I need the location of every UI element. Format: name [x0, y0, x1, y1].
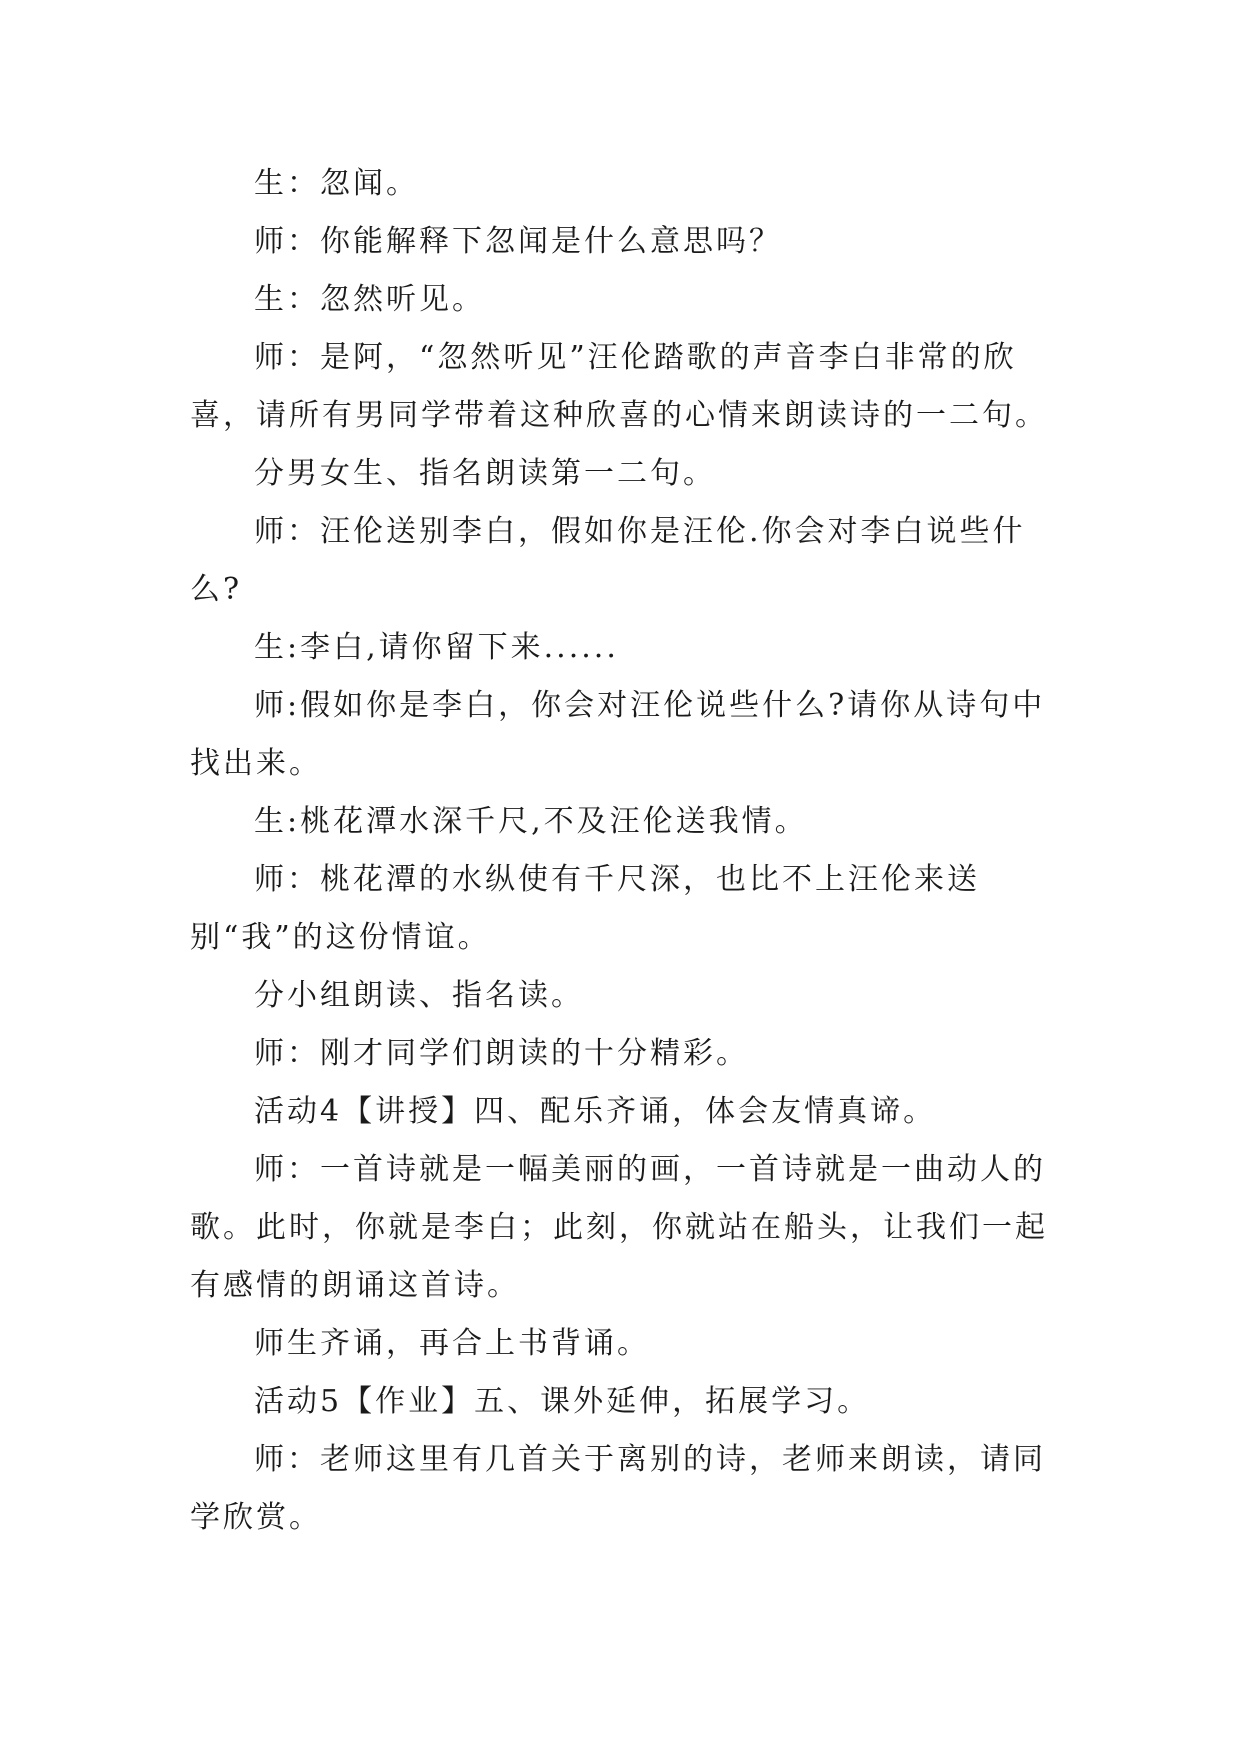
paragraph: 活动5【作业】五、课外延伸，拓展学习。 — [254, 1384, 871, 1419]
paragraph: 师：刚才同学们朗读的十分精彩。 — [254, 1036, 749, 1071]
paragraph: 师：汪伦送别李白，假如你是汪伦.你会对李白说些什么? — [190, 514, 1026, 607]
paragraph: 师生齐诵，再合上书背诵。 — [254, 1326, 650, 1361]
paragraph: 师：是阿，“忽然听见”汪伦踏歌的声音李白非常的欣喜，请所有男同学带着这种欣喜的心情来朗读诗的一二句。 — [190, 340, 1048, 433]
paragraph: 生：忽闻。 — [254, 166, 419, 201]
paragraph: 师：老师这里有几首关于离别的诗，老师来朗读，请同学欣赏。 — [190, 1442, 1046, 1535]
document-body — [190, 155, 1050, 1547]
paragraph: 活动4【讲授】四、配乐齐诵，体会友情真谛。 — [254, 1094, 937, 1129]
paragraph: 生:李白,请你留下来...... — [254, 630, 619, 665]
paragraph: 师：你能解释下忽闻是什么意思吗？ — [254, 224, 782, 259]
paragraph: 分小组朗读、指名读。 — [254, 978, 584, 1013]
paragraph: 师:假如你是李白，你会对汪伦说些什么?请你从诗句中找出来。 — [190, 688, 1046, 781]
paragraph: 生：忽然听见。 — [254, 282, 485, 317]
paragraph: 生:桃花潭水深千尺,不及汪伦送我情。 — [254, 804, 808, 839]
paragraph: 师：桃花潭的水纵使有千尺深，也比不上汪伦来送别“我”的这份情谊。 — [190, 862, 980, 955]
paragraph: 分男女生、指名朗读第一二句。 — [254, 456, 716, 491]
paragraph: 师：一首诗就是一幅美丽的画，一首诗就是一曲动人的歌。此时，你就是李白；此刻，你就站在船头，让我们一起有感情的朗诵这首诗。 — [190, 1152, 1048, 1303]
